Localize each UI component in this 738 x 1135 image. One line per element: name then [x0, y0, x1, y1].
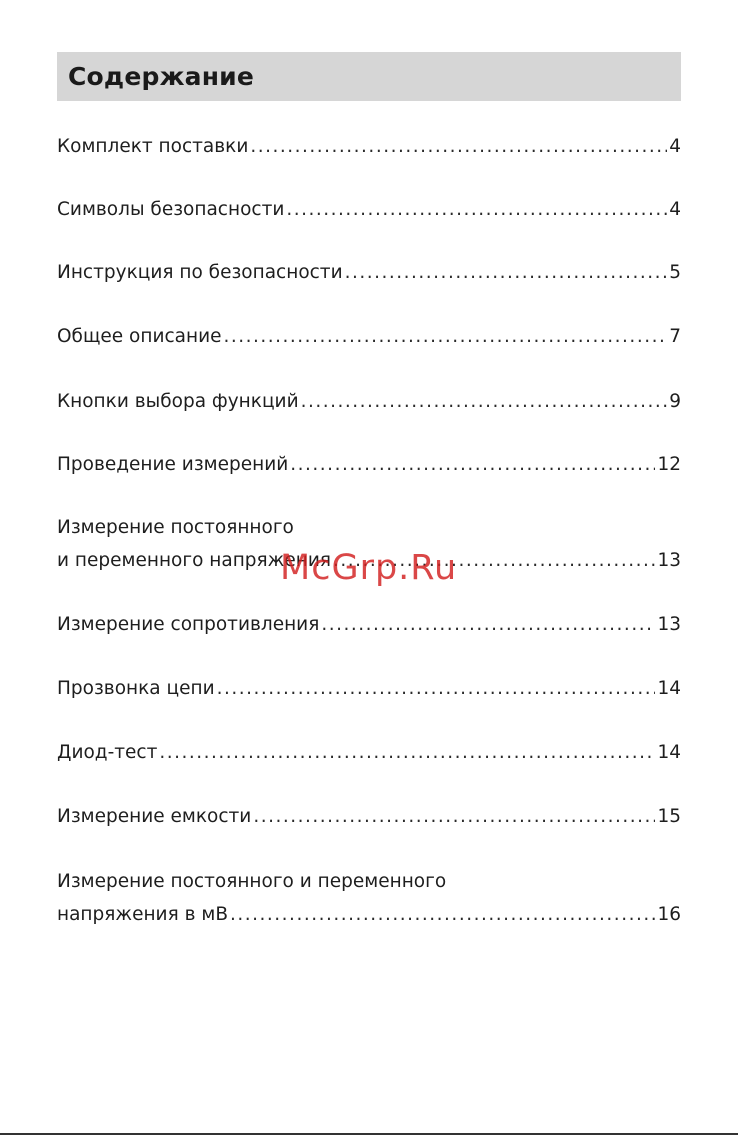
contents-heading-bar — [57, 52, 681, 101]
toc-entry-title: Комплект поставки — [57, 136, 249, 157]
toc-entry-row — [57, 674, 681, 704]
toc-entry[interactable] — [57, 867, 681, 930]
toc-page-number: 4 — [669, 199, 681, 220]
toc-page-number: 14 — [657, 678, 681, 699]
toc-entry-first-line — [57, 867, 681, 897]
dot-leader — [224, 322, 668, 352]
toc-entry-title: Прозвонка цепи — [57, 678, 215, 699]
dot-leader — [345, 258, 668, 288]
toc-page-number: 7 — [669, 326, 681, 347]
dot-leader — [217, 674, 656, 704]
dot-leader — [321, 610, 655, 640]
toc-entry-row — [57, 610, 681, 640]
toc-entry-title: Измерение емкости — [57, 806, 252, 827]
toc-entry-title: Проведение измерений — [57, 454, 289, 475]
dot-leader — [159, 738, 655, 768]
toc-entry-title-line-1: Измерение постоянного и переменного — [57, 871, 447, 892]
toc-entry-row — [57, 258, 681, 288]
toc-entry-first-line — [57, 513, 681, 543]
toc-entry-row — [57, 738, 681, 768]
toc-entry-row — [57, 450, 681, 480]
toc-page-number: 13 — [657, 614, 681, 635]
toc-entry[interactable] — [57, 738, 681, 768]
toc-entry[interactable] — [57, 450, 681, 480]
toc-entry[interactable] — [57, 132, 681, 162]
dot-leader — [301, 387, 668, 417]
dot-leader — [253, 802, 655, 832]
toc-entry-row — [57, 195, 681, 225]
toc-entry[interactable] — [57, 387, 681, 417]
toc-entry[interactable] — [57, 322, 681, 352]
toc-entry-title-line-2: и переменного напряжения — [57, 550, 331, 571]
toc-page-number: 13 — [657, 550, 681, 571]
toc-page-number: 16 — [657, 904, 681, 925]
toc-entry[interactable] — [57, 610, 681, 640]
toc-entry-title: Общее описание — [57, 326, 222, 347]
toc-page-number: 9 — [669, 391, 681, 412]
toc-entry[interactable] — [57, 674, 681, 704]
toc-entry-row — [57, 132, 681, 162]
toc-entry-row — [57, 900, 681, 930]
dot-leader — [286, 195, 667, 225]
toc-entry-title-line-1: Измерение постоянного — [57, 517, 294, 538]
toc-entry-title: Кнопки выбора функций — [57, 391, 299, 412]
dot-leader — [230, 900, 655, 930]
toc-page-number: 14 — [657, 742, 681, 763]
toc-page-number: 4 — [669, 136, 681, 157]
dot-leader — [250, 132, 667, 162]
toc-entry-title: Символы безопасности — [57, 199, 285, 220]
toc-entry-title: Инструкция по безопасности — [57, 262, 343, 283]
dot-leader — [290, 450, 655, 480]
toc-page-number: 5 — [669, 262, 681, 283]
toc-entry-row — [57, 802, 681, 832]
toc-entry-title: Диод-тест — [57, 742, 158, 763]
toc-page-number: 15 — [657, 806, 681, 827]
toc-page-number: 12 — [657, 454, 681, 475]
toc-entry-title-line-2: напряжения в мВ — [57, 904, 229, 925]
toc-entry[interactable] — [57, 258, 681, 288]
toc-entry[interactable] — [57, 195, 681, 225]
contents-heading: Содержание — [68, 62, 255, 91]
toc-entry-title: Измерение сопротивления — [57, 614, 320, 635]
watermark-logo: McGrp.Ru — [280, 548, 458, 588]
toc-entry-row — [57, 322, 681, 352]
toc-entry[interactable] — [57, 802, 681, 832]
toc-entry-row — [57, 387, 681, 417]
